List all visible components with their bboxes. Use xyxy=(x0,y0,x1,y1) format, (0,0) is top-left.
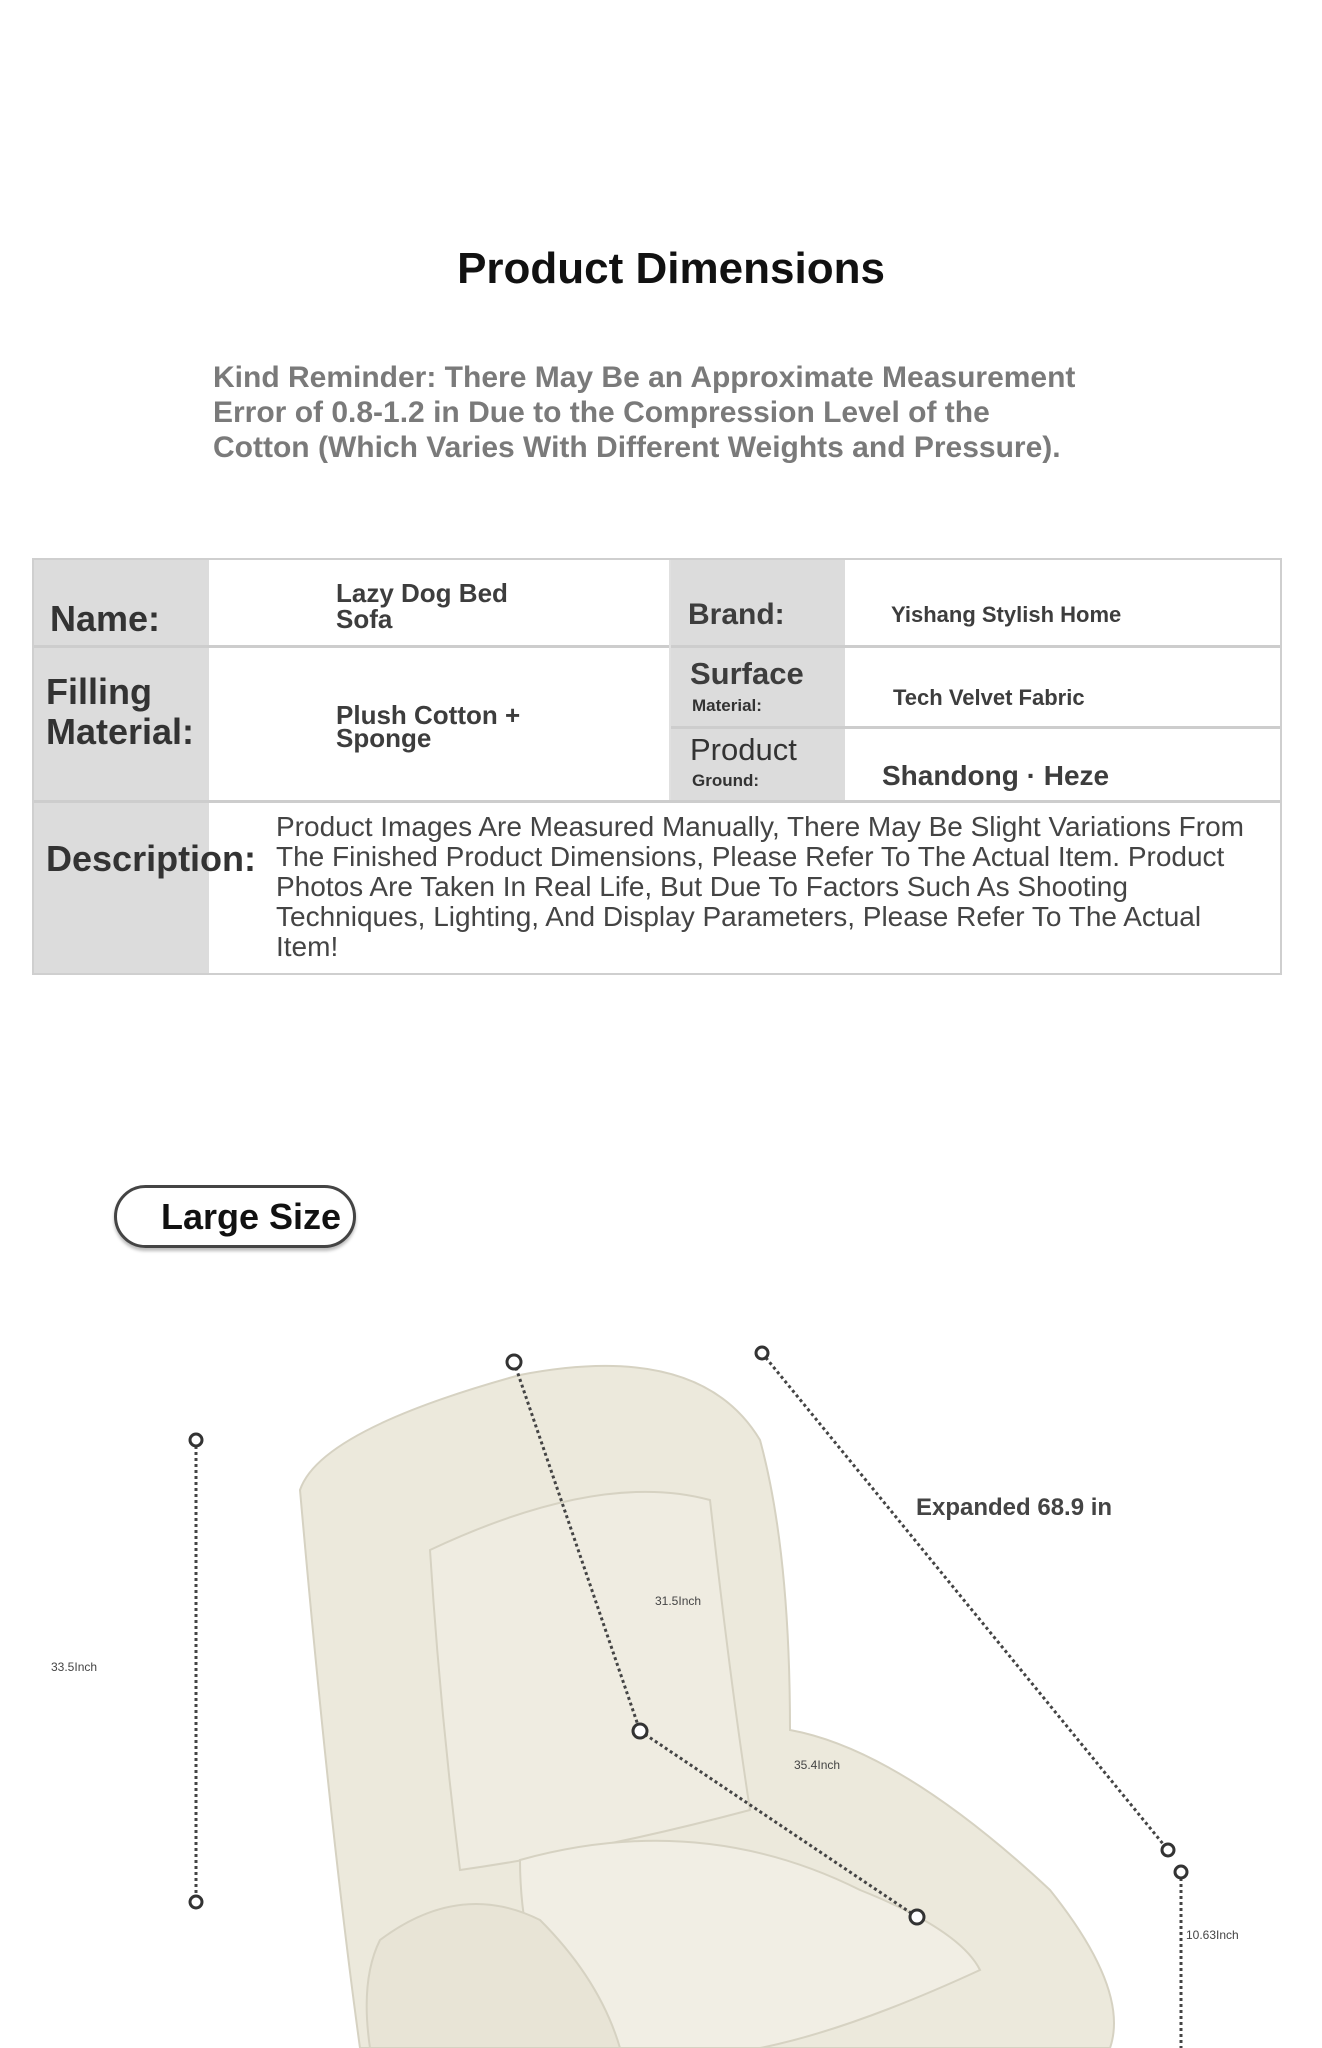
page-title: Product Dimensions xyxy=(457,244,885,293)
description-value: Product Images Are Measured Manually, There May Be Slight Variations From The Finished Product Dimensions, Please Refer To The Actual Item. Product Photos Are Taken In Real Life, But Due To Factors Such As Shooting Techniques, Lighting, And Display Parameters, Please Refer To The Actual Item! xyxy=(276,811,1244,962)
measurement-reminder xyxy=(213,360,1113,465)
height-dimension-label: 33.5Inch xyxy=(51,1660,98,1674)
reminder-line: Kind Reminder: There May Be an Approximate Measurement xyxy=(213,361,1076,394)
filling-label: Filling Material: xyxy=(46,671,195,752)
divider xyxy=(34,800,1280,803)
expanded-length-label: Expanded 68.9 in xyxy=(916,1494,1113,1521)
divider xyxy=(671,726,1280,729)
name-label: Name: xyxy=(50,598,161,639)
reminder-line: Error of 0.8-1.2 in Due to the Compression Level of the xyxy=(213,396,990,429)
name-value: Lazy Dog Bed Sofa xyxy=(336,578,508,634)
surface-label-second-line: Material: xyxy=(692,696,762,715)
brand-value: Yishang Stylish Home xyxy=(891,602,1122,627)
size-badge: Large Size xyxy=(114,1185,356,1248)
surface-label: Surface xyxy=(690,656,804,691)
thickness-dimension-label: 10.63Inch xyxy=(1186,1928,1239,1942)
seat-dimension-label: 35.4Inch xyxy=(794,1758,841,1772)
reminder-line: Cotton (Which Varies With Different Weights and Pressure). xyxy=(213,431,1061,464)
sofa-dimension-illustration xyxy=(0,1330,1322,2048)
description-label: Description: xyxy=(46,838,257,879)
divider xyxy=(34,645,1280,648)
brand-label: Brand: xyxy=(688,598,785,631)
spec-table xyxy=(32,558,1282,975)
origin-label-second-line: Ground: xyxy=(692,771,760,790)
origin-value: Shandong · Heze xyxy=(882,760,1110,791)
surface-value: Tech Velvet Fabric xyxy=(893,685,1085,710)
filling-value: Plush Cotton + Sponge xyxy=(336,700,521,753)
back-dimension-label: 31.5Inch xyxy=(655,1594,702,1608)
sofa-image xyxy=(300,1366,1114,2048)
divider xyxy=(669,560,671,800)
origin-label: Product xyxy=(690,732,797,767)
